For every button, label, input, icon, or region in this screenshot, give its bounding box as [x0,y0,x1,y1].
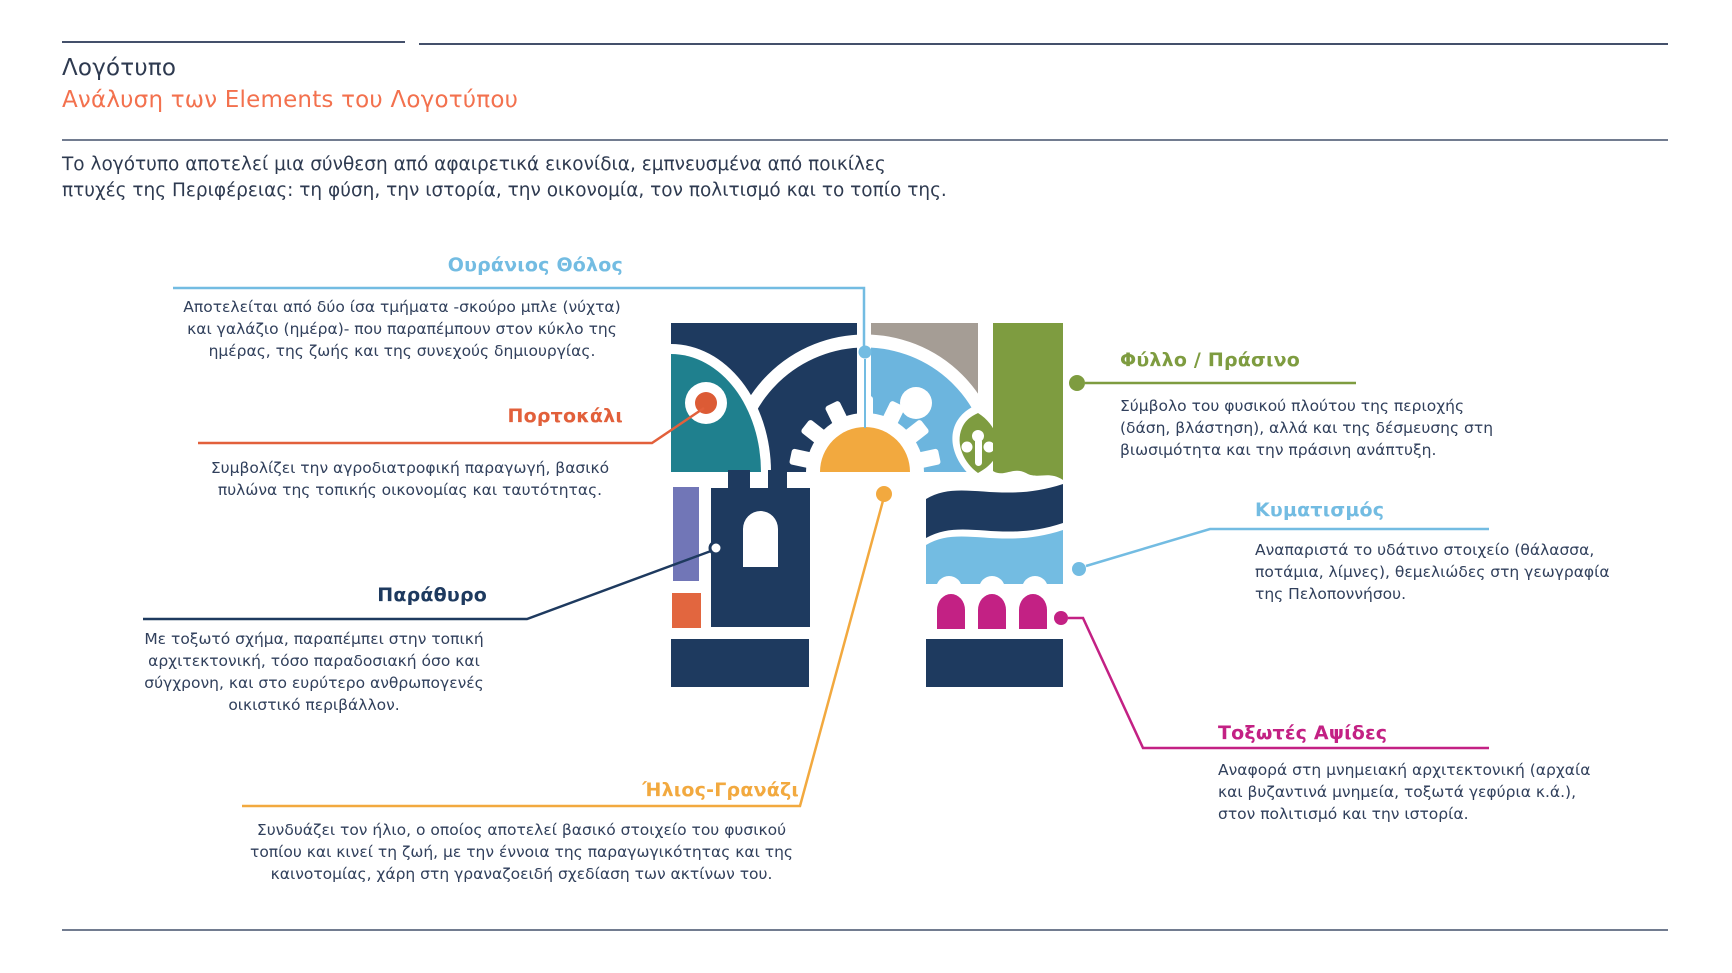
annotation-title-wave: Κυματισμός [1255,499,1385,521]
logo-day-dot [900,387,932,419]
annotation-body-window: Με τοξωτό σχήμα, παραπέμπει στην τοπική αρχιτεκτονική, τόσο παραδοσιακή όσο και σύγχρονη, και στο ευρύτερο ανθρωπογενές οικιστικό περιβάλλον. [144,630,484,714]
callout-leaf [1069,375,1356,391]
logo-orange-square [672,593,701,628]
annotation-body-dome: Αποτελείται από δύο ίσα τμήματα -σκούρο μπλε (νύχτα) και γαλάζιο (ημέρα)- που παραπέμπουν στον κύκλο της ημέρας, της ζωής και της συνεχούς δημιουργίας. [183,298,621,360]
window-icon [743,511,778,567]
callout-dot-window [710,542,722,554]
logo-graphic [671,320,1063,687]
annotation-title-window: Παράθυρο [377,584,487,606]
callout-dot-wave [1072,562,1086,576]
callout-dot-dome [859,346,872,359]
callout-window [143,542,722,619]
logo-base-bar-left [671,639,809,687]
intro-line: πτυχές της Περιφέρειας: τη φύση, την ιστορία, την οικονομία, τον πολιτισμό και το τοπίο της. [62,180,947,201]
logo-window-building [711,470,810,627]
page-subtitle: Ανάλυση των Elements του Λογοτύπου [62,87,519,113]
annotation-body-sun-gear: Συνδυάζει τον ήλιο, ο οποίος αποτελεί βασικό στοιχείο του φυσικού τοπίου και κινεί τη ζωή, με την έννοια της παραγωγικότητας και της καινοτομίας, χάρη στη γραναζοειδή σχεδίαση των ακτίνων του. [249,821,793,883]
logo-base-bar-right [926,639,1063,687]
intro-line: Το λογότυπο αποτελεί μια σύνθεση από αφαιρετικά εικονίδια, εμπνευσμένα από ποικίλες [62,154,886,175]
callout-orange [198,408,704,443]
callout-dot-leaf [1069,375,1085,391]
annotation-body-leaf: Σύμβολο του φυσικού πλούτου της περιοχής (δάση, βλάστηση), αλλά και της δέσμευσης στη βιωσιμότητα και την πράσινη ανάπτυξη. [1120,397,1494,459]
annotation-title-leaf: Φύλλο / Πράσινο [1120,349,1301,371]
annotation-body-wave: Αναπαριστά το υδάτινο στοιχείο (θάλασσα, ποτάμια, λίμνες), θεμελιώδες στη γεωγραφία της Πελοποννήσου. [1255,541,1610,603]
callout-wave [1072,529,1489,576]
callout-dot-sun-gear [876,486,892,502]
annotation-body-orange: Συμβολίζει την αγροδιατροφική παραγωγή, βασικό πυλώνα της τοπικής οικονομίας και ταυτότητας. [210,459,610,499]
annotation-title-orange: Πορτοκάλι [507,405,623,427]
annotation-body-arches: Αναφορά στη μνημειακή αρχιτεκτονική (αρχαία και βυζαντινά μνημεία, τοξωτά γεφύρια κ.ά.), στον πολιτισμό και την ιστορία. [1218,761,1591,823]
logo-purple-bar [673,487,699,581]
logo-green-tile [993,323,1063,480]
page-title: Λογότυπο [62,55,177,81]
annotation-title-arches: Τοξωτές Αψίδες [1218,722,1388,744]
annotation-title-sun-gear: Ήλιος-Γρανάζι [642,779,799,801]
callout-dot-arches [1054,611,1068,625]
logo-arches [937,594,1047,629]
annotation-title-dome: Ουράνιος Θόλος [447,254,623,276]
callout-arches [1054,611,1489,748]
